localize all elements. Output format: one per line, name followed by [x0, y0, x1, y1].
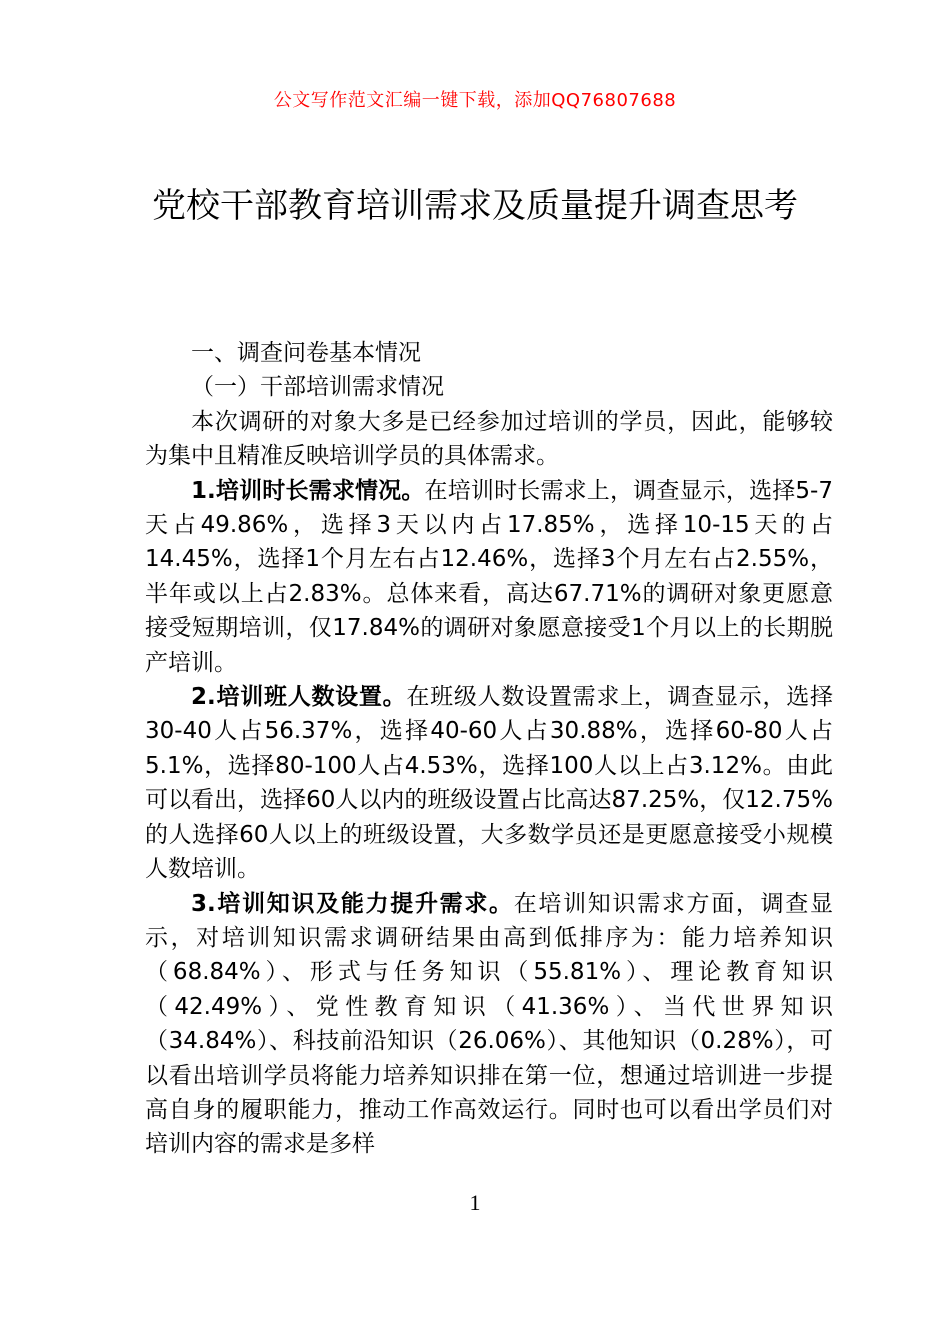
item-paragraph [145, 887, 833, 1162]
item-text: 在培训时长需求上，调查显示，选择5-7天占49.86%，选择3天以内占17.85%，选择10-15天的占14.45%，选择1个月左右占12.46%，选择3个月左右占2.55%，半年或以上占2.83%。总体来看，高达67.71%的调研对象更愿意接受短期培训，仅17.84%的调研对象愿意接受1个月以上的长期脱产培训。 [145, 477, 833, 676]
item-paragraph [145, 680, 833, 886]
header-download-note: 公文写作范文汇编一键下载，添加QQ76807688 [273, 90, 677, 111]
item-heading: 3.培训知识及能力提升需求。 [191, 890, 514, 917]
item-heading: 2.培训班人数设置。 [191, 684, 407, 711]
item-text: 在班级人数设置需求上，调查显示，选择30-40人占56.37%，选择40-60人占30.88%，选择60-80人占5.1%，选择80-100人占4.53%，选择100人以上占3.12%。由此可以看出，选择60人以内的班级设置占比高达87.25%，仅12.75%的人选择60人以上的班级设置，大多数学员还是更愿意接受小规模人数培训。 [145, 684, 833, 883]
item-heading: 1.培训时长需求情况。 [191, 477, 425, 504]
item-text: 在培训知识需求方面，调查显示，对培训知识需求调研结果由高到低排序为：能力培养知识（68.84%）、形式与任务知识（55.81%）、理论教育知识（42.49%）、党性教育知识（41.36%）、当代世界知识（34.84%）、科技前沿知识（26.06%）、其他知识（0.28%），可以看出培训学员将能力培养知识排在第一位，想通过培训进一步提高自身的履职能力，推动工作高效运行。同时也可以看出学员们对培训内容的需求是多样 [145, 890, 833, 1158]
item-paragraph [145, 474, 833, 680]
document-title: 党校干部教育培训需求及质量提升调查思考 [152, 186, 798, 226]
document-body [145, 336, 833, 1162]
intro-paragraph: 本次调研的对象大多是已经参加过培训的学员，因此，能够较为集中且精准反映培训学员的具体需求。 [145, 408, 833, 470]
page-number: 1 [469, 1190, 481, 1215]
subsection-heading: （一）干部培训需求情况 [191, 374, 444, 401]
section-heading: 一、调查问卷基本情况 [191, 340, 421, 366]
